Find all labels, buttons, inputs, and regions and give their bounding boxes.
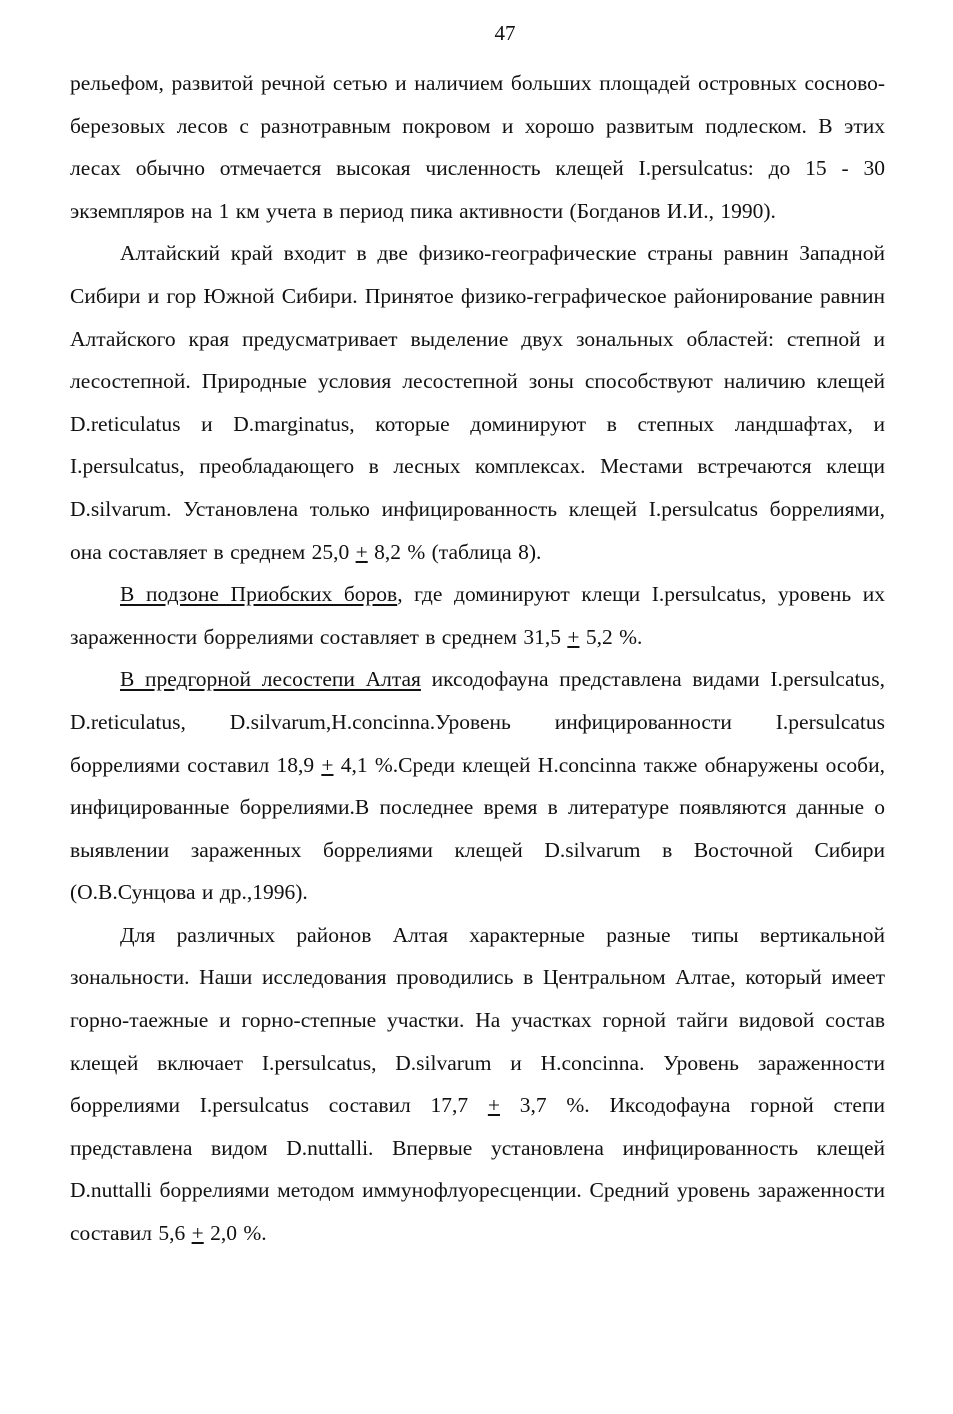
paragraph-5-mid: 3,7 %. Иксодофауна горной степи представлена видом D.nuttalli. Впервые установлена инфицированность клещей D.nuttalli боррелиями методом иммунофлуоресценции. Средний уровень зараженности составил 5,6 [70, 1093, 885, 1246]
paragraph-altai-krai [70, 232, 885, 573]
document-page [70, 0, 885, 1414]
paragraph-central-altai [70, 914, 885, 1255]
paragraph-4-text: иксодофауна представлена видами I.persulcatus, D.reticulatus, D.silvarum,H.concinna.Уровень инфицированности I.persulcatus боррелиями составил 18,9 [70, 667, 885, 777]
body-text [70, 62, 885, 1255]
paragraph-priobskie-bory [70, 573, 885, 658]
paragraph-5-text: Для различных районов Алтая характерные разные типы вертикальной зональности. Наши исследования проводились в Центральном Алтае, который имеет горно-таежные и горно-степные участки. На участках горной тайги видовой состав клещей включает I.persulcatus, D.silvarum и H.concinna. Уровень зараженности боррелиями I.persulcatus составил 17,7 [70, 922, 885, 1118]
paragraph-2-text: Алтайский край входит в две физико-географические страны равнин Западной Сибири и гор Южной Сибири. Принятое физико-геграфическое районирование равнин Алтайского края предусматривает выделение двух зональных областей: степной и лесостепной. Природные условия лесостепной зоны способствуют наличию клещей D.reticulatus и D.marginatus, которые доминируют в степных ландшафтах, и I.persulcatus, преобладающего в лесных комплексах. Местами встречаются клещи D.silvarum. Установлена только инфицированность клещей I.persulcatus боррелиями, она составляет в среднем 25,0 [70, 241, 885, 564]
plus-minus-sign: + [487, 1093, 500, 1118]
paragraph-2-tail: 8,2 % (таблица 8). [367, 539, 542, 564]
paragraph-foothill-steppe [70, 658, 885, 914]
page-number: 47 [494, 21, 516, 45]
paragraph-4-tail: 4,1 %.Среди клещей H.concinna также обнаружены особи, инфицированные боррелиями.В последнее время в литературе появляются данные о выявлении зараженных боррелиями клещей D.silvarum в Восточной Сибири (О.В.Сунцова и др.,1996). [70, 752, 885, 905]
paragraph-3-text: , где доминируют клещи I.persulcatus, уровень их зараженности боррелиями составляет в среднем 31,5 [70, 582, 885, 649]
paragraph-3-underlined-heading: В подзоне Приобских боров [120, 582, 398, 607]
plus-minus-sign: + [191, 1221, 204, 1246]
plus-minus-sign: + [321, 752, 334, 777]
paragraph-4-underlined-heading: В предгорной лесостепи Алтая [120, 667, 421, 692]
paragraph-3-tail: 5,2 %. [579, 624, 643, 649]
plus-minus-sign: + [355, 539, 368, 564]
paragraph-5-tail: 2,0 %. [203, 1221, 267, 1246]
paragraph-continuation [70, 62, 885, 232]
paragraph-1-text: рельефом, развитой речной сетью и наличием больших площадей островных сосново-березовых лесов с разнотравным покровом и хорошо развитым подлеском. В этих лесах обычно отмечается высокая численность клещей I.persulcatus: до 15 - 30 экземпляров на 1 км учета в период пика активности (Богданов И.И., 1990). [70, 71, 885, 223]
plus-minus-sign: + [567, 624, 580, 649]
